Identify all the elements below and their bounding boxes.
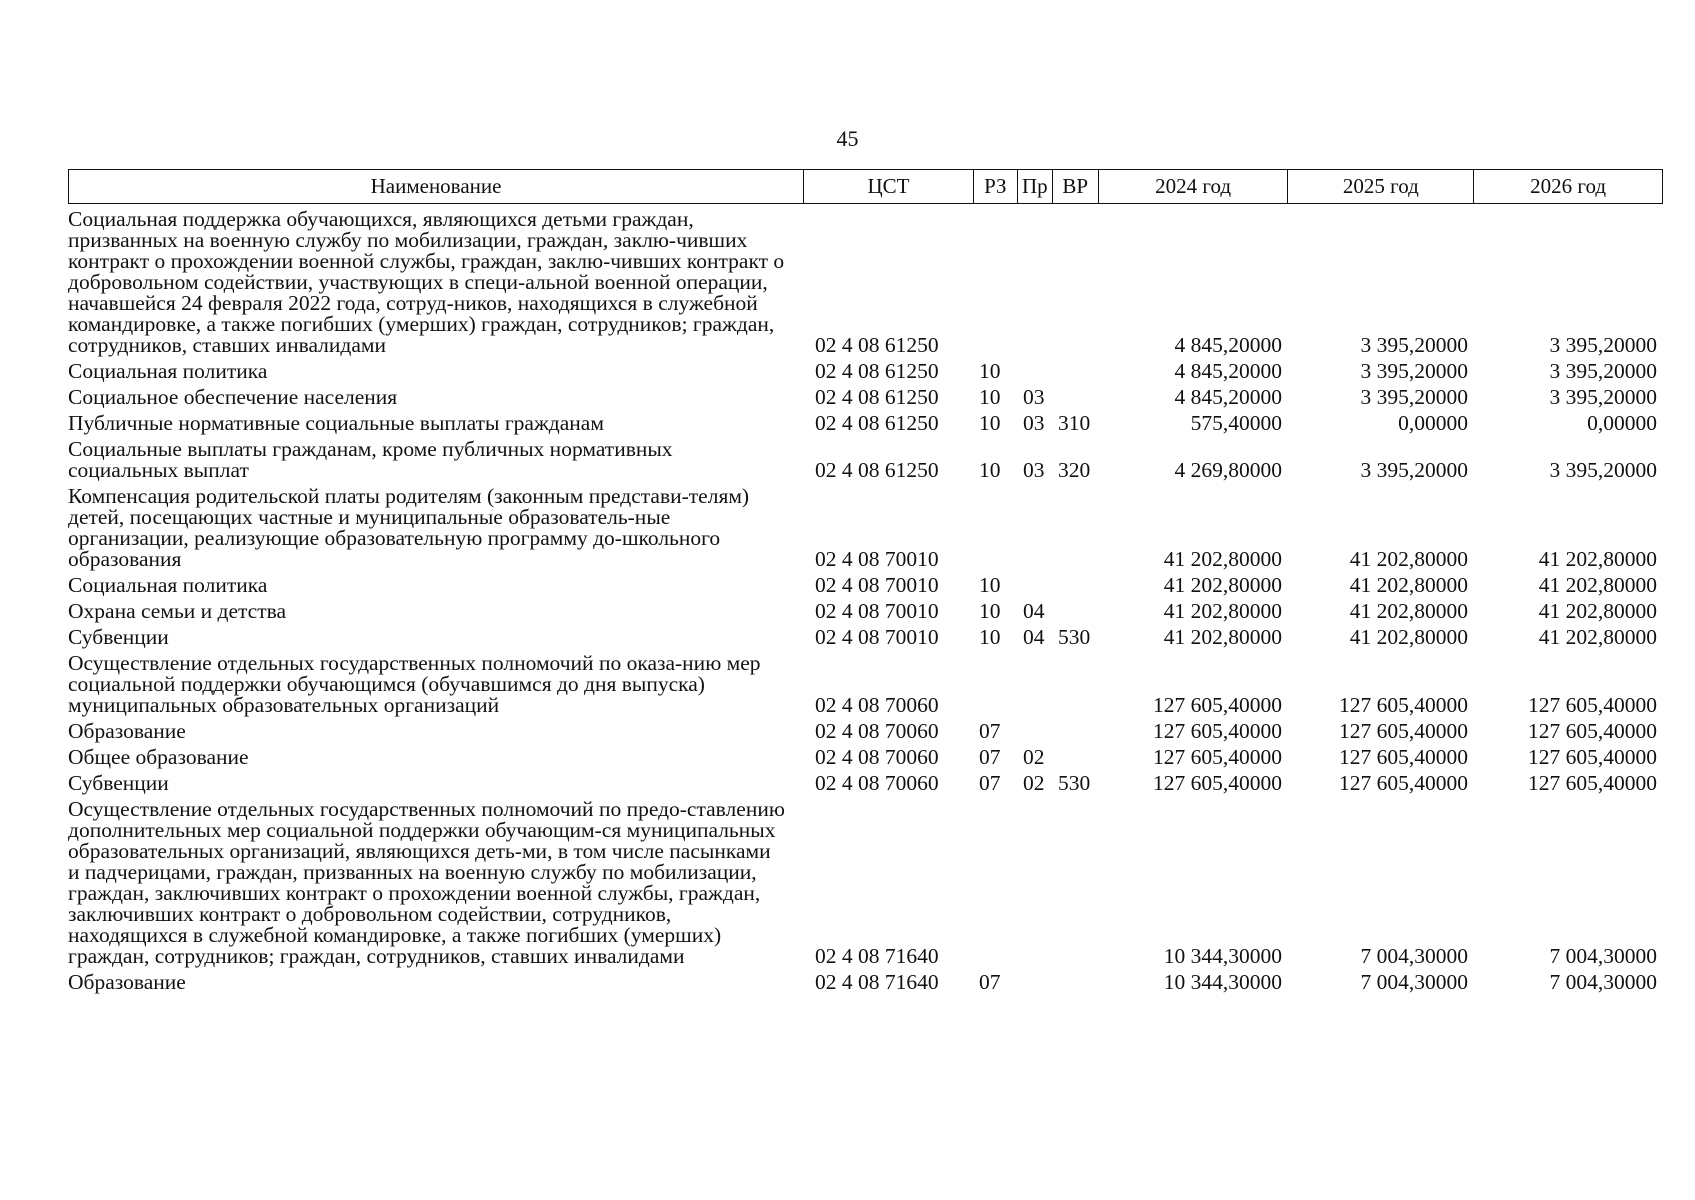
- cell-vr: 530: [1058, 625, 1091, 649]
- cell-2024: 41 202,80000: [1163, 573, 1282, 597]
- header-rz: РЗ: [973, 170, 1017, 203]
- cell-pr: 03: [1023, 385, 1045, 409]
- cell-cst: 02 4 08 71640: [815, 944, 939, 968]
- cell-name: Общее образование: [68, 745, 249, 769]
- cell-2026: 3 395,20000: [1549, 385, 1657, 409]
- cell-rz: 07: [979, 970, 1001, 994]
- cell-2025: 7 004,30000: [1360, 970, 1468, 994]
- cell-2024: 41 202,80000: [1163, 599, 1282, 623]
- cell-vr: 530: [1058, 771, 1091, 795]
- cell-2024: 127 605,40000: [1153, 719, 1282, 743]
- cell-name: Осуществление отдельных государственных полномочий по предо-ставлению дополнительных мер социальной поддержки обучающим-ся муниципальных образовательных организаций, являющихся деть-ми, в том числе пасынками и падчерицами, граждан, призванных на военную службу по мобилизации, граждан, заключивших контракт о прохождении военной службы, граждан, заключивших контракт о добровольном содействии, сотрудников, находящихся в служебной командировке, а также погибших (умерших) граждан, сотрудников; граждан, сотрудников, ставших инвалидами: [68, 797, 785, 968]
- header-name: Наименование: [370, 174, 502, 198]
- cell-rz: 10: [979, 458, 1001, 482]
- cell-2024: 4 845,20000: [1174, 333, 1282, 357]
- cell-2026: 41 202,80000: [1538, 625, 1657, 649]
- cell-name: Социальная поддержка обучающихся, являющихся детьми граждан, призванных на военную службу по мобилизации, граждан, заклю-чивших контракт о прохождении военной службы, граждан, заклю-чивших контракт о добровольном содействии, участвующих в специ-альной военной операции, начавшейся 24 февраля 2022 года, сотруд-ников, находящихся в служебной командировке, а также погибших (умерших) граждан, сотрудников; граждан, сотрудников, ставших инвалидами: [68, 207, 785, 357]
- cell-vr: 320: [1058, 458, 1091, 482]
- cell-2026: 41 202,80000: [1538, 599, 1657, 623]
- cell-2024: 4 845,20000: [1174, 359, 1282, 383]
- cell-2024: 41 202,80000: [1163, 625, 1282, 649]
- header-2026: 2026 год: [1473, 170, 1662, 203]
- header-2024: 2024 год: [1098, 170, 1288, 203]
- cell-cst: 02 4 08 70010: [815, 599, 939, 623]
- cell-rz: 07: [979, 771, 1001, 795]
- cell-pr: 02: [1023, 745, 1045, 769]
- cell-pr: 03: [1023, 411, 1045, 435]
- cell-2025: 41 202,80000: [1349, 625, 1468, 649]
- header-pr: Пр: [1017, 170, 1052, 203]
- cell-rz: 07: [979, 745, 1001, 769]
- cell-pr: 04: [1023, 625, 1045, 649]
- cell-2025: 127 605,40000: [1339, 719, 1468, 743]
- cell-cst: 02 4 08 61250: [815, 359, 939, 383]
- cell-name: Социальная политика: [68, 573, 268, 597]
- cell-cst: 02 4 08 61250: [815, 411, 939, 435]
- cell-pr: 04: [1023, 599, 1045, 623]
- cell-name: Социальное обеспечение населения: [68, 385, 398, 409]
- cell-rz: 10: [979, 625, 1001, 649]
- cell-2026: 7 004,30000: [1549, 970, 1657, 994]
- budget-table: [68, 169, 1663, 993]
- cell-cst: 02 4 08 61250: [815, 385, 939, 409]
- cell-2025: 3 395,20000: [1360, 359, 1468, 383]
- cell-2025: 41 202,80000: [1349, 573, 1468, 597]
- cell-name: Охрана семьи и детства: [68, 599, 287, 623]
- header-cst: ЦСТ: [803, 170, 973, 203]
- cell-rz: 07: [979, 719, 1001, 743]
- table-row: [68, 382, 1663, 408]
- table-row: [68, 356, 1663, 382]
- cell-2026: 7 004,30000: [1549, 944, 1657, 968]
- cell-2025: 3 395,20000: [1360, 385, 1468, 409]
- cell-2024: 575,40000: [1190, 411, 1282, 435]
- cell-name: Субвенции: [68, 771, 169, 795]
- table-row: [68, 716, 1663, 742]
- cell-cst: 02 4 08 70060: [815, 771, 939, 795]
- cell-rz: 10: [979, 385, 1001, 409]
- cell-2025: 127 605,40000: [1339, 771, 1468, 795]
- table-row: [68, 408, 1663, 434]
- cell-cst: 02 4 08 70060: [815, 693, 939, 717]
- cell-2025: 127 605,40000: [1339, 693, 1468, 717]
- cell-2025: 3 395,20000: [1360, 333, 1468, 357]
- cell-pr: 02: [1023, 771, 1045, 795]
- cell-name: Субвенции: [68, 625, 169, 649]
- table-row: [68, 596, 1663, 622]
- header-vr: ВР: [1052, 170, 1098, 203]
- table-row: [68, 768, 1663, 794]
- cell-name: Социальные выплаты гражданам, кроме публичных нормативных социальных выплат: [68, 437, 673, 482]
- cell-2024: 127 605,40000: [1153, 693, 1282, 717]
- cell-vr: 310: [1058, 411, 1091, 435]
- table-row: [68, 622, 1663, 648]
- cell-2026: 41 202,80000: [1538, 547, 1657, 571]
- cell-cst: 02 4 08 61250: [815, 333, 939, 357]
- cell-name: Образование: [68, 970, 186, 994]
- cell-cst: 02 4 08 71640: [815, 970, 939, 994]
- cell-cst: 02 4 08 70010: [815, 547, 939, 571]
- cell-2024: 127 605,40000: [1153, 771, 1282, 795]
- cell-2025: 7 004,30000: [1360, 944, 1468, 968]
- cell-rz: 10: [979, 573, 1001, 597]
- cell-2026: 3 395,20000: [1549, 458, 1657, 482]
- cell-2026: 127 605,40000: [1528, 719, 1657, 743]
- cell-2026: 3 395,20000: [1549, 359, 1657, 383]
- table-row: [68, 648, 1663, 716]
- cell-name: Социальная политика: [68, 359, 268, 383]
- cell-2024: 10 344,30000: [1163, 970, 1282, 994]
- cell-cst: 02 4 08 70060: [815, 719, 939, 743]
- cell-2025: 3 395,20000: [1360, 458, 1468, 482]
- page-number: 45: [836, 126, 859, 151]
- cell-2026: 0,00000: [1587, 411, 1657, 435]
- cell-pr: 03: [1023, 458, 1045, 482]
- cell-2024: 127 605,40000: [1153, 745, 1282, 769]
- cell-2025: 0,00000: [1398, 411, 1468, 435]
- cell-2025: 41 202,80000: [1349, 547, 1468, 571]
- cell-cst: 02 4 08 70010: [815, 625, 939, 649]
- table-header: [68, 169, 1663, 204]
- cell-cst: 02 4 08 70060: [815, 745, 939, 769]
- cell-rz: 10: [979, 411, 1001, 435]
- cell-cst: 02 4 08 61250: [815, 458, 939, 482]
- cell-2026: 127 605,40000: [1528, 745, 1657, 769]
- cell-2026: 3 395,20000: [1549, 333, 1657, 357]
- table-body: [68, 204, 1663, 993]
- cell-rz: 10: [979, 359, 1001, 383]
- cell-2024: 4 845,20000: [1174, 385, 1282, 409]
- table-row: [68, 204, 1663, 356]
- cell-name: Компенсация родительской платы родителям (законным представи-телям) детей, посещающих частные и муниципальные образователь-ные организации, реализующие образовательную программу до-школьного образования: [68, 484, 750, 571]
- cell-2025: 41 202,80000: [1349, 599, 1468, 623]
- table-row: [68, 967, 1663, 993]
- cell-2026: 41 202,80000: [1538, 573, 1657, 597]
- cell-rz: 10: [979, 599, 1001, 623]
- table-row: [68, 742, 1663, 768]
- cell-name: Осуществление отдельных государственных полномочий по оказа-нию мер социальной поддержки обучающимся (обучавшимся до дня выпуска) муниципальных образовательных организаций: [68, 651, 761, 717]
- cell-2026: 127 605,40000: [1528, 693, 1657, 717]
- cell-2026: 127 605,40000: [1528, 771, 1657, 795]
- header-2025: 2025 год: [1287, 170, 1473, 203]
- table-row: [68, 570, 1663, 596]
- table-row: [68, 481, 1663, 570]
- cell-2025: 127 605,40000: [1339, 745, 1468, 769]
- cell-name: Публичные нормативные социальные выплаты гражданам: [68, 411, 604, 435]
- table-row: [68, 434, 1663, 481]
- table-row: [68, 794, 1663, 967]
- cell-name: Образование: [68, 719, 186, 743]
- cell-2024: 41 202,80000: [1163, 547, 1282, 571]
- cell-2024: 4 269,80000: [1174, 458, 1282, 482]
- cell-2024: 10 344,30000: [1163, 944, 1282, 968]
- cell-cst: 02 4 08 70010: [815, 573, 939, 597]
